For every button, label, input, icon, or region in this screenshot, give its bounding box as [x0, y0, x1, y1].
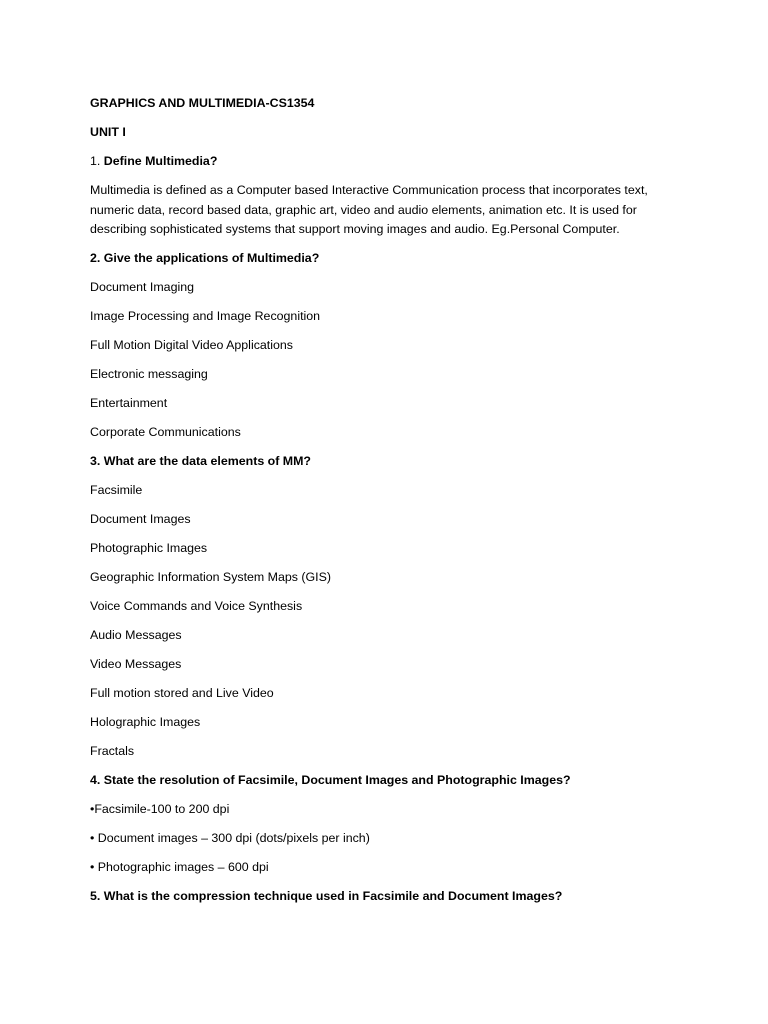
question-4: 4. State the resolution of Facsimile, Document Images and Photographic Images? — [90, 773, 571, 787]
list-item: Document Imaging — [90, 280, 194, 294]
answer-1-line: describing sophisticated systems that support moving images and audio. Eg.Personal Computer. — [90, 222, 620, 236]
list-item: Document Images — [90, 512, 191, 526]
question-2: 2. Give the applications of Multimedia? — [90, 251, 320, 265]
list-item: Full motion stored and Live Video — [90, 686, 274, 700]
list-item: Electronic messaging — [90, 367, 208, 381]
list-item: •Facsimile-100 to 200 dpi — [90, 802, 230, 816]
list-item: Fractals — [90, 744, 135, 758]
document-title: GRAPHICS AND MULTIMEDIA-CS1354 — [90, 96, 315, 110]
answer-1-line: numeric data, record based data, graphic art, video and audio elements, animation etc. It is used for — [90, 202, 637, 217]
list-item: Facsimile — [90, 483, 143, 497]
list-item: Voice Commands and Voice Synthesis — [90, 599, 303, 613]
answer-1-line: Multimedia is defined as a Computer based Interactive Communication process that incorporates text, — [90, 183, 648, 197]
list-item: Video Messages — [90, 657, 182, 671]
list-item: • Photographic images – 600 dpi — [90, 860, 269, 874]
list-item: Image Processing and Image Recognition — [90, 309, 321, 323]
unit-heading: UNIT I — [90, 125, 126, 139]
question-1 — [90, 152, 690, 172]
list-item: Full Motion Digital Video Applications — [90, 338, 293, 352]
answer-1 — [90, 181, 690, 240]
list-item: Photographic Images — [90, 541, 208, 555]
document-page — [90, 94, 690, 916]
question-5: 5. What is the compression technique used in Facsimile and Document Images? — [90, 889, 563, 903]
list-item: Audio Messages — [90, 628, 182, 642]
list-item: Geographic Information System Maps (GIS) — [90, 570, 332, 584]
question-1-number: 1. — [90, 154, 101, 168]
list-item: Entertainment — [90, 396, 168, 410]
list-item: • Document images – 300 dpi (dots/pixels per inch) — [90, 831, 370, 845]
list-item: Holographic Images — [90, 715, 201, 729]
question-3: 3. What are the data elements of MM? — [90, 454, 312, 468]
list-item: Corporate Communications — [90, 425, 241, 439]
question-1-text: Define Multimedia? — [103, 154, 218, 168]
